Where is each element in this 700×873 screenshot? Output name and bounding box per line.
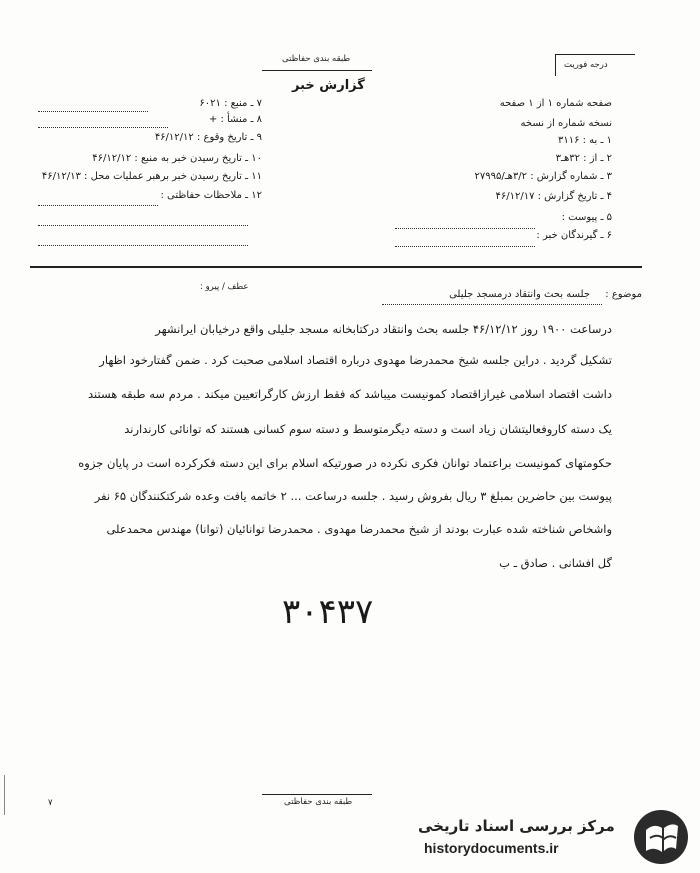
- body-line-1: درساعت ۱۹۰۰ روز ۴۶/۱۲/۱۲ جلسه بحث وانتقاد درکتابخانه مسجد جلیلی واقع درخیابان ایرانشهر: [155, 322, 612, 336]
- field-origin: ۸ ـ منشأ : +: [208, 114, 262, 125]
- field-security-notes: ۱۲ ـ ملاحظات حفاظتی :: [160, 190, 262, 201]
- priority-box-top: [555, 54, 635, 55]
- classification-bottom-overline: [262, 794, 372, 795]
- field-from: ۲ ـ از : ۳۲هـ۳: [555, 153, 612, 164]
- priority-box-side: [555, 54, 556, 76]
- subject-label: موضوع :: [605, 289, 642, 300]
- book-logo-icon: [632, 808, 690, 866]
- body-line-6: پیوست بین حاضرین بمبلغ ۳ ریال بفروش رسید . جلسه درساعت ... ۲ خاتمه یافت وعده شرکتکنندگان ۶۵ نفر: [94, 489, 612, 503]
- body-line-3: داشت اقتصاد اسلامی غیرازاقتصاد کمونیست میباشد که فقط ارزش کارگراتعیین میکند . مردم سه طبقه هستند: [88, 387, 612, 401]
- field-report-date: ۴ ـ تاریخ گزارش : ۴۶/۱۲/۱۷: [495, 191, 612, 202]
- reference-label: عطف / پیرو :: [200, 282, 249, 292]
- notes-dotted-line-3: [38, 245, 248, 246]
- body-line-5: حکومتهای کمونیست براعتماد توانان فکری نکرده در صورتیکه اسلام برای این دسته فکرکرده است در پایان جزوه: [78, 456, 612, 470]
- margin-mark: ۷: [48, 798, 53, 808]
- notes-dotted-line-2: [38, 225, 248, 226]
- classification-bottom: طبقه بندی حفاظتی: [284, 797, 353, 807]
- body-line-8: گل افشانی . صادق ـ ب: [499, 556, 612, 570]
- body-line-4: یک دسته کاروفعالیتشان زیاد است و دسته دیگرمتوسط و دسته سوم کسانی هستند که توانائی کارندارند: [124, 422, 612, 436]
- handwritten-document-number: ۳۰۴۳۷: [282, 592, 374, 632]
- field-attachment: ۵ ـ پیوست :: [561, 212, 612, 223]
- copy-number-field: نسخه شماره از نسخه: [520, 118, 612, 129]
- field-date-to-operations: ۱۱ ـ تاریخ رسیدن خبر برهبر عملیات محل : ۴۶/۱۲/۱۳: [41, 171, 262, 182]
- priority-label: درجه فوریت: [564, 60, 608, 70]
- header-divider: [30, 266, 642, 268]
- source-dotted-line: [38, 111, 148, 112]
- watermark-url: historydocuments.ir: [424, 840, 559, 856]
- origin-dotted-line: [38, 127, 168, 128]
- field-date-to-source: ۱۰ ـ تاریخ رسیدن خبر به منبع : ۴۶/۱۲/۱۲: [92, 153, 262, 164]
- notes-dotted-line-1: [38, 205, 158, 206]
- report-title: گزارش خبر: [292, 78, 365, 93]
- margin-scan-edge: [4, 775, 11, 815]
- subject-dotted-line: [382, 304, 602, 305]
- field-recipients: ۶ ـ گیرندگان خبر :: [536, 230, 612, 241]
- classification-top: طبقه بندی حفاظتی: [282, 54, 351, 64]
- field-report-number: ۳ ـ شماره گزارش : ۳/۲هـ/۲۷۹۹۵: [474, 171, 612, 182]
- body-line-2: تشکیل گردید . دراین جلسه شیخ محمدرضا مهدوی درباره اقتصاد اسلامی صحبت کرد . ضمن گفتارخود اظهار: [99, 353, 612, 367]
- watermark-name: مرکز بررسی اسناد تاریخی: [418, 817, 615, 835]
- body-line-7: واشخاص شناخته شده عبارت بودند از شیخ محمدرضا مهدوی . محمدرضا توانائیان (توانا) مهندس محمدعلی: [106, 522, 612, 536]
- page-number-field: صفحه شماره ۱ از ۱ صفحه: [499, 98, 612, 109]
- subject-text: جلسه بحث وانتقاد درمسجد جلیلی: [449, 289, 590, 300]
- field-to: ۱ ـ به : ۳۱۱۶: [557, 135, 612, 146]
- recipients-dotted-line: [395, 246, 535, 247]
- attachment-dotted-line: [395, 228, 535, 229]
- classification-top-underline: [262, 70, 372, 71]
- field-source: ۷ ـ منبع : ۶۰۲۱: [199, 98, 262, 109]
- field-occurrence-date: ۹ ـ تاریخ وقوع : ۴۶/۱۲/۱۲: [154, 132, 262, 143]
